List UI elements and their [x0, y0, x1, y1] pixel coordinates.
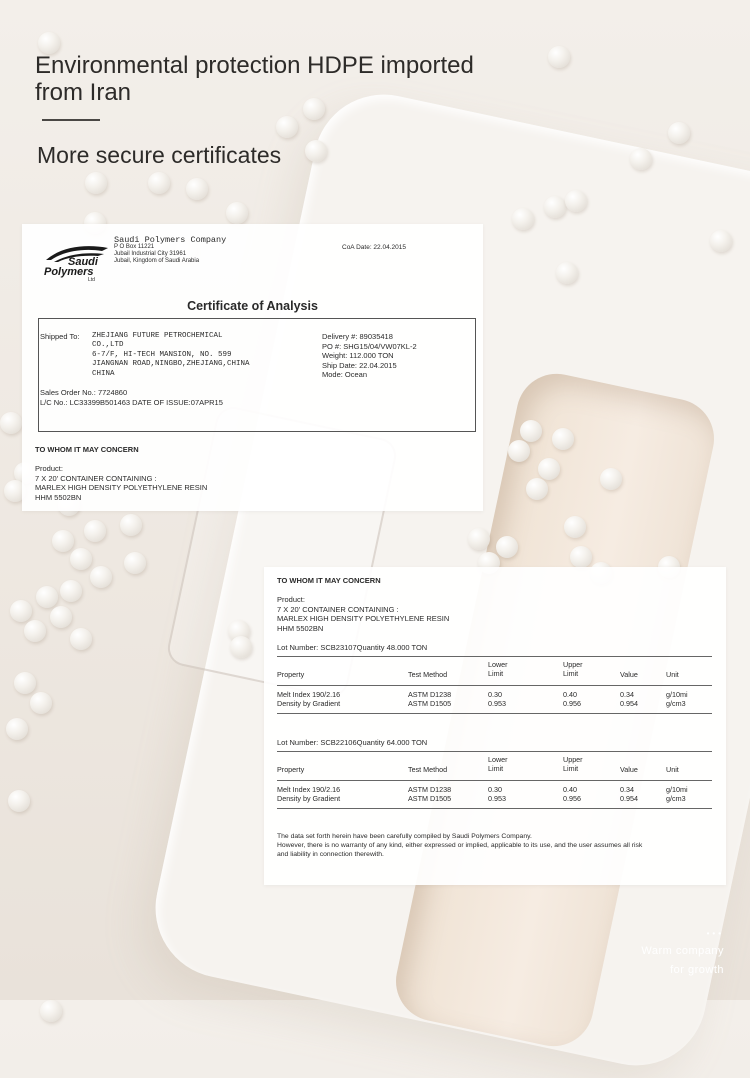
pellet-bead [6, 718, 28, 740]
ship-mode: Mode: Ocean [322, 370, 368, 379]
pellet-bead [24, 620, 46, 642]
pellet-bead [85, 172, 107, 194]
pellet-bead [124, 552, 146, 574]
shipped-to-line: ZHEJIANG FUTURE PETROCHEMICAL [92, 332, 223, 340]
ship-date: Ship Date: 22.04.2015 [322, 360, 397, 370]
pellet-bead [548, 46, 570, 68]
column-header: Upper Limit [563, 755, 583, 773]
watermark-dots: ••• [706, 929, 724, 938]
table-cell: Density by Gradient [277, 699, 341, 708]
table-cell: 0.954 [620, 699, 638, 708]
column-header: Property [277, 670, 305, 679]
table-cell: g/10mi [666, 690, 688, 699]
column-header: Unit [666, 765, 679, 774]
table-header-row [277, 660, 707, 679]
pellet-bead [544, 196, 566, 218]
logo-text-saudi: Saudi [68, 256, 98, 268]
pellet-bead [496, 536, 518, 558]
column-header: Lower Limit [488, 755, 508, 773]
table-cell: 0.953 [488, 794, 506, 803]
pellet-bead [552, 428, 574, 450]
company-logo [42, 242, 112, 286]
pellet-bead [84, 520, 106, 542]
table-cell: 0.956 [563, 699, 581, 708]
logo-text-polymers: Polymers [44, 266, 94, 278]
pellet-bead [230, 636, 252, 658]
address-line-2: Jubail Industrial City 31961 [114, 251, 187, 257]
disclaimer-line: and liability in connection therewith. [277, 851, 384, 858]
product-label: Product: [35, 464, 63, 473]
headline-divider [42, 119, 100, 121]
column-header: Upper Limit [563, 660, 583, 678]
table-cell: 0.40 [563, 785, 577, 794]
shipped-to-line: 6-7/F, HI-TECH MANSION, NO. 599 [92, 350, 232, 359]
table-cell: ASTM D1238 [408, 690, 452, 699]
product-label: Product: [277, 595, 305, 604]
pellet-bead [120, 514, 142, 536]
to-whom-heading: TO WHOM IT MAY CONCERN [277, 576, 381, 585]
pellet-bead [60, 580, 82, 602]
properties-table [277, 755, 707, 774]
table-cell: ASTM D1238 [408, 785, 452, 794]
pellet-bead [630, 148, 652, 170]
column-header: Test Method [408, 670, 448, 679]
po-number: PO #: SHG15/04/VW07KL-2 [322, 341, 417, 351]
lot-number-line: Lot Number: SCB23107Quantity 48.000 TON [277, 643, 428, 652]
table-cell: 0.30 [488, 785, 502, 794]
pellet-bead [276, 116, 298, 138]
table-row [277, 699, 707, 708]
table-cell: 0.34 [620, 785, 634, 794]
product-line: 7 X 20' CONTAINER CONTAINING : [35, 473, 157, 483]
shipped-to-line: CHINA [92, 369, 115, 378]
column-header: Value [620, 765, 638, 774]
column-header: Unit [666, 670, 679, 679]
shipped-to-line: JIANGNAN ROAD,NINGBO,ZHEJIANG,CHINA [92, 360, 250, 368]
table-cell: 0.956 [563, 794, 581, 803]
lot-number-line: Lot Number: SCB22106Quantity 64.000 TON [277, 738, 428, 747]
table-cell: 0.953 [488, 699, 506, 708]
pellet-bead [600, 468, 622, 490]
table-cell: ASTM D1505 [408, 699, 452, 708]
company-name: Saudi Polymers Company [114, 235, 227, 245]
table-cell: 0.30 [488, 690, 502, 699]
pellet-bead [14, 672, 36, 694]
column-header: Property [277, 765, 305, 774]
pellet-bead [40, 1000, 62, 1022]
analysis-document [264, 567, 726, 885]
product-line: HHM 5502BN [35, 492, 82, 502]
table-header-row [277, 755, 707, 774]
pellet-bead [0, 412, 22, 434]
coa-date: CoA Date: 22.04.2015 [342, 244, 406, 251]
shipped-to-label: Shipped To: [40, 332, 80, 341]
pellet-bead [70, 628, 92, 650]
page-subheadline: More secure certificates [37, 142, 282, 168]
pellet-bead [508, 440, 530, 462]
shipment-weight: Weight: 112.000 TON [322, 351, 394, 360]
pellet-bead [52, 530, 74, 552]
table-rule [277, 751, 712, 752]
product-line: MARLEX HIGH DENSITY POLYETHYLENE RESIN [277, 614, 450, 623]
pellet-bead [50, 606, 72, 628]
shipped-to-line: CO.,LTD [92, 341, 124, 349]
pellet-bead [10, 600, 32, 622]
table-cell: Melt Index 190/2.16 [277, 785, 341, 794]
watermark-line: for growth [670, 964, 724, 976]
sales-order-number: Sales Order No.: 7724860 [40, 388, 128, 397]
pellet-bead [8, 790, 30, 812]
pellet-bead [305, 140, 327, 162]
table-cell: g/cm3 [666, 699, 686, 708]
table-rule [277, 713, 712, 714]
pellet-bead [30, 692, 52, 714]
lc-number: L/C No.: LC33399B501463 DATE OF ISSUE:07APR15 [40, 397, 223, 407]
to-whom-heading: TO WHOM IT MAY CONCERN [35, 445, 139, 454]
column-header: Test Method [408, 765, 448, 774]
table-cell: g/cm3 [666, 794, 686, 803]
pellet-bead [556, 262, 578, 284]
table-cell: 0.34 [620, 690, 634, 699]
table-cell: 0.954 [620, 794, 638, 803]
pellet-bead [38, 32, 60, 54]
disclaimer-line: The data set forth herein have been carefully compiled by Saudi Polymers Company. [277, 833, 532, 840]
column-header: Lower Limit [488, 660, 508, 678]
pellet-bead [668, 122, 690, 144]
table-rule [277, 808, 712, 809]
pellet-bead [70, 548, 92, 570]
certificate-title: Certificate of Analysis [187, 299, 318, 313]
address-line-1: P O Box 11221 [114, 244, 155, 250]
product-line: HHM 5502BN [277, 623, 324, 633]
properties-table-body [277, 785, 707, 803]
table-rule [277, 780, 712, 781]
watermark-text [641, 942, 724, 980]
product-line: MARLEX HIGH DENSITY POLYETHYLENE RESIN [35, 483, 208, 492]
pellet-bead [186, 178, 208, 200]
certificate-document [22, 224, 483, 511]
table-cell: Density by Gradient [277, 794, 341, 803]
pellet-bead [538, 458, 560, 480]
pellet-bead [36, 586, 58, 608]
address-line-3: Jubail, Kingdom of Saudi Arabia [114, 258, 200, 264]
pellet-bead [710, 230, 732, 252]
disclaimer-line: However, there is no warranty of any kind, either expressed or implied, applicable to its use, and the user assumes all risk [277, 842, 643, 849]
table-cell: ASTM D1505 [408, 794, 452, 803]
pellet-bead [570, 546, 592, 568]
delivery-number: Delivery #: 89035418 [322, 332, 393, 341]
pellet-bead [565, 190, 587, 212]
pellet-bead [564, 516, 586, 538]
page-headline: Environmental protection HDPE imported from Iran [35, 52, 474, 106]
pellet-bead [90, 566, 112, 588]
table-rule [277, 656, 712, 657]
logo-text-ltd: Ltd [88, 277, 95, 283]
product-line: 7 X 20' CONTAINER CONTAINING : [277, 604, 399, 614]
table-row [277, 785, 707, 794]
table-row [277, 690, 707, 699]
table-cell: 0.40 [563, 690, 577, 699]
pellet-bead [226, 202, 248, 224]
pellet-bead [468, 528, 490, 550]
table-row [277, 794, 707, 803]
table-rule [277, 685, 712, 686]
properties-table [277, 660, 707, 679]
pellet-bead [512, 208, 534, 230]
pellet-bead [526, 478, 548, 500]
watermark-line: Warm company [641, 945, 724, 957]
pellet-bead [520, 420, 542, 442]
pellet-bead [148, 172, 170, 194]
table-cell: g/10mi [666, 785, 688, 794]
table-cell: Melt Index 190/2.16 [277, 690, 341, 699]
column-header: Value [620, 670, 638, 679]
properties-table-body [277, 690, 707, 708]
